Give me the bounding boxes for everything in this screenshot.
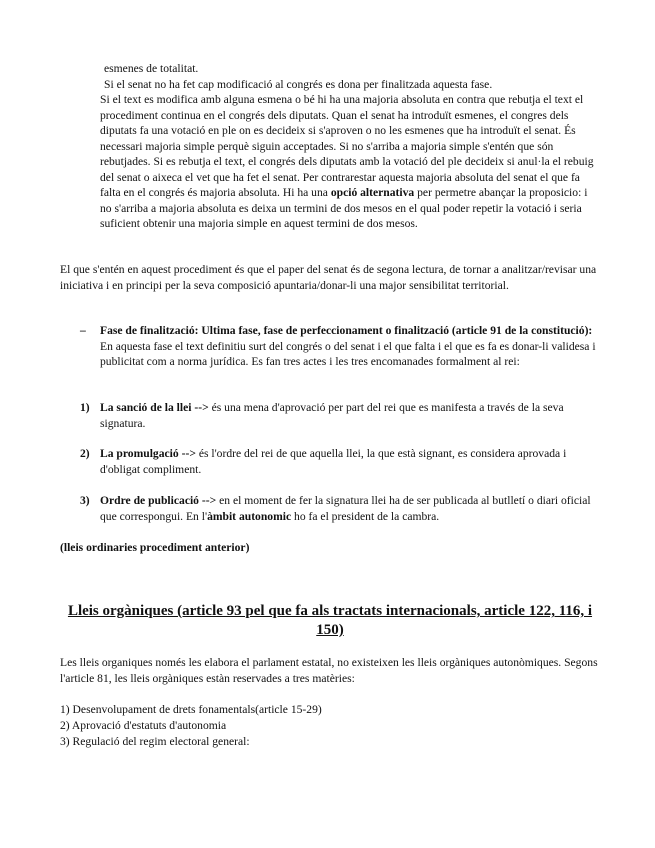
fase-item (80, 323, 600, 370)
bold-term: opció alternativa (330, 186, 415, 199)
list-item: 1) La sanció de la llei --> és una mena d'aprovació per part del rei que es manifesta a través de la seva signatura. (80, 401, 564, 430)
bold-term: àmbit autonomic (207, 509, 292, 523)
section-title: Lleis orgàniques (article 93 pel que fa als tractats internacionals, article 122, 116, i 150) (67, 603, 593, 638)
list-item: 2) La promulgació --> és l'ordre del rei de que aquella llei, la que està signant, es considera aprovada i d'obligat compliment. (80, 447, 567, 476)
list-item: 3) Ordre de publicació --> en el moment de fer la signatura llei ha de ser publicada al butlletí o diari oficial que correspongui. En l'àmbit autonomic ho fa el president de la cambra. (80, 494, 591, 523)
bold-heading: Fase de finalització: Ultima fase, fase de perfeccionament o finalització (article 91 de la constitució): (100, 324, 593, 337)
paragraph: El que s'entén en aquest procediment és que el paper del senat és de segona lectura, de tornar a analitzar/revisar una iniciativa i en principi per la seva composició apuntaria/donar-li una major sensibilitat territorial. (60, 263, 597, 292)
bold-term: Ordre de publicació --> (100, 494, 217, 507)
list-number: 3) (80, 494, 90, 507)
paragraph: Si el text es modifica amb alguna esmena o bé hi ha una majoria absoluta en contra que rebutja el text el procediment continua en el congrés dels diputats. Quan el senat ha introduït esmenes, el congres dels diputats fa una votació en ple on es decideix si s'aproven o no les esmenes que ha introduït el senat. És necessari majoria simple perquè siguin acceptades. Si no s'arriba a majoria simple s'entén que són rebutjades. Si es rebutja el text, el congrés dels diputats amb la votació del ple decideix si anul·la el rebuig del senat o aixeca el vet que ha fet el senat. Per contrarestar aquesta majoria absoluta del senat el que fa falta en el congrés és majoria absoluta. Hi ha una opció alternativa per permetre abançar la proposicio: i no s'arriba a majoria absoluta es deixa un termini de dos mesos en el qual poder repetir la votació i seria suficient obtenir una majoria simple en aquest termini de dos mesos. (100, 93, 594, 230)
bold-term: La sanció de la llei --> (100, 401, 209, 414)
bullet: – (80, 324, 86, 337)
list-number: 1) (80, 401, 90, 414)
list-number: 2) (80, 447, 90, 460)
bold-term: La promulgació --> (100, 447, 196, 460)
indented-section (100, 61, 600, 232)
list-item: 1) Desenvolupament de drets fonamentals(article 15-29) (60, 703, 322, 716)
list-item: 3) Regulació del regim electoral general: (60, 735, 250, 748)
note: (lleis ordinaries procediment anterior) (60, 541, 250, 554)
text-line: esmenes de totalitat. (104, 62, 199, 75)
text-line: Si el senat no ha fet cap modificació al congrés es dona per finalitzada aquesta fase. (104, 77, 493, 91)
paragraph: Fase de finalització: Ultima fase, fase de perfeccionament o finalització (article 91 de la constitució): En aquesta fase el text definitiu surt del congrés o del senat i el que falta i el que es fa es donar-li validesa i publicitat com a norma jurídica. Es fan tres actes i les tres encomanades formalment al rei: (100, 324, 596, 368)
list-item: 2) Aprovació d'estatuts d'autonomia (60, 719, 227, 732)
paragraph: Les lleis organiques només les elabora el parlament estatal, no existeixen les lleis orgàniques autonòmiques. Segons l'article 81, les lleis orgàniques estàn reservades a tres matèries: (60, 656, 598, 685)
